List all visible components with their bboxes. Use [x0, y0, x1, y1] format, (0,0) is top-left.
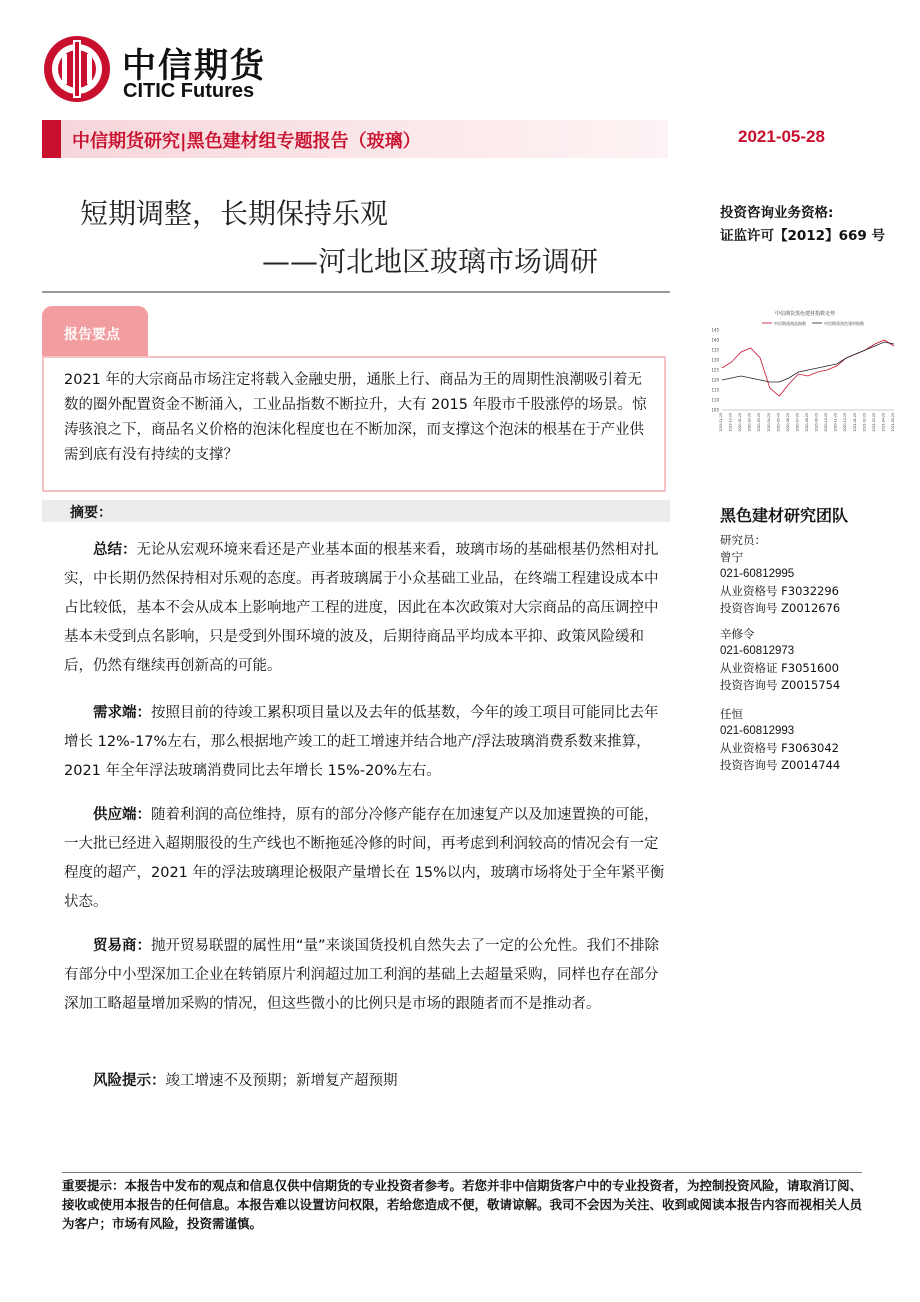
x-tick-label: 2021-05-20	[891, 413, 895, 432]
qualification-label: 投资咨询业务资格:	[720, 205, 834, 221]
qualification-license: 证监许可【2012】669 号	[720, 228, 885, 244]
logo-chinese-name: 中信期货	[122, 46, 266, 86]
y-tick-label: 135	[711, 347, 719, 353]
x-tick-label: 2020-05-20	[776, 413, 781, 432]
report-banner	[42, 120, 668, 158]
x-tick-label: 2020-06-20	[785, 413, 790, 432]
demand-head: 需求端：	[93, 705, 151, 721]
x-tick-label: 2020-03-20	[757, 413, 762, 432]
summary-head: 总结：	[93, 542, 137, 558]
x-tick-label: 2021-01-20	[852, 413, 857, 432]
researcher-advisor: 投资咨询号 Z0014744	[720, 758, 841, 772]
summary-paragraph	[64, 536, 668, 681]
chart-lines	[722, 340, 894, 396]
y-tick-label: 140	[711, 337, 719, 343]
x-tick-label: 2021-03-20	[871, 413, 876, 432]
footer-divider	[62, 1172, 862, 1173]
title-divider	[42, 291, 670, 293]
banner-title: 中信期货研究|黑色建材组专题报告（玻璃）	[72, 131, 421, 152]
disclaimer: 重要提示：本报告中发布的观点和信息仅供中信期货的专业投资者参考。若您并非中信期货客户中的专业投资者，为控制投资风险，请取消订阅、接收或使用本报告的任何信息。本报告难以设置访问权限，若给您造成不便，敬请谅解。我司不会因为关注、收到或阅读本报告内容而视相关人员为客户；市场有风险，投资需谨慎。	[62, 1178, 863, 1231]
trader-head: 贸易商：	[93, 938, 151, 954]
researcher-name: 任恒	[720, 707, 743, 721]
summary-body: 无论从宏观环境来看还是产业基本面的根基来看，玻璃市场的基础根基仍然相对扎实，中长期仍然保持相对乐观的态度。再者玻璃属于小众基础工业品，在终端工程建设成本中占比较低，基本不会从成本上影响地产工程的进度，因此在本次政策对大宗商品的高压调控中基本未受到点名影响，只是受到外围环境的波及，后期待商品平均成本平抑、政策风险缓和后，仍然有继续再创新高的可能。	[64, 542, 659, 674]
x-tick-label: 2020-02-20	[747, 413, 752, 432]
x-tick-label: 2020-01-20	[738, 413, 743, 432]
researcher-name: 曾宁	[720, 550, 743, 564]
supply-paragraph	[64, 801, 668, 917]
y-tick-label: 120	[711, 377, 719, 383]
logo-english-name: CITIC Futures	[123, 80, 255, 102]
x-tick-label: 2020-10-20	[824, 413, 829, 432]
researcher-name: 辛修令	[720, 627, 755, 641]
y-tick-label: 110	[711, 397, 719, 403]
x-tick-label: 2019-11-20	[719, 413, 723, 432]
trader-body: 抛开贸易联盟的属性用“量”来谈国货投机自然失去了一定的公允性。我们不排除有部分中小型深加工企业在转销原片利润超过加工利润的基础上去超量采购，同样也存在部分深加工略超量增加采购的情况，但这些微小的比例只是市场的跟随者而不是推动者。	[64, 938, 660, 1012]
researcher-cert: 从业资格号 F3032296	[720, 584, 839, 598]
keypoints-label: 报告要点	[64, 327, 120, 343]
researcher-block-2	[720, 626, 840, 694]
report-date: 2021-05-28	[738, 127, 825, 146]
researcher-label: 研究员：	[720, 533, 766, 547]
researcher-cert: 从业资格号 F3063042	[720, 741, 839, 755]
x-tick-label: 2019-12-20	[728, 413, 733, 432]
citic-logo-mark	[42, 34, 112, 104]
keypoints-text: 2021 年的大宗商品市场注定将载入金融史册，通胀上行、商品为王的周期性浪潮吸引着无数的圈外配置资金不断涌入，工业品指数不断拉升，大有 2015 年股市千股涨停的场景。惊涛骇浪之下，商品名义价格的泡沫化程度也在不断加深，而支撑这个泡沫的根基在于产业供需到底有没有持续的支撑？	[64, 372, 647, 463]
researcher-phone: 021-60812993	[720, 725, 795, 737]
researcher-block-1	[720, 532, 840, 617]
x-tick-label: 2020-04-20	[766, 413, 771, 432]
x-tick-label: 2020-11-20	[833, 413, 838, 432]
researcher-advisor: 投资咨询号 Z0015754	[720, 678, 841, 692]
y-tick-label: 105	[711, 407, 719, 413]
x-tick-label: 2021-04-20	[881, 413, 886, 432]
x-tick-label: 2020-09-20	[814, 413, 819, 432]
y-tick-label: 145	[711, 327, 719, 333]
chart-axes	[711, 328, 895, 432]
y-tick-label: 130	[711, 357, 719, 363]
team-title: 黑色建材研究团队	[720, 506, 849, 525]
supply-head: 供应端：	[93, 807, 151, 823]
y-tick-label: 115	[711, 387, 719, 393]
report-title: 短期调整，长期保持乐观	[80, 197, 389, 230]
report-subtitle: ——河北地区玻璃市场调研	[262, 245, 599, 278]
risk-head: 风险提示：	[93, 1073, 166, 1089]
keypoints-box	[42, 356, 666, 492]
keypoints-tab	[42, 306, 148, 358]
legend-label-1: 中信期货商品指数	[774, 321, 806, 326]
index-chart	[700, 306, 900, 446]
abstract-label: 摘要：	[70, 505, 112, 521]
researcher-cert: 从业资格证 F3051600	[720, 661, 839, 675]
x-tick-label: 2020-07-20	[795, 413, 800, 432]
researcher-phone: 021-60812995	[720, 568, 795, 580]
company-logo	[42, 34, 292, 104]
researcher-block-3	[720, 706, 840, 774]
x-tick-label: 2020-12-20	[843, 413, 848, 432]
trader-paragraph	[64, 932, 668, 1019]
y-tick-label: 125	[711, 367, 719, 373]
supply-body: 随着利润的高位维持，原有的部分冷修产能存在加速复产以及加速置换的可能，一大批已经进入超期服役的生产线也不断拖延冷修的时间，再考虑到利润较高的情况会有一定程度的超产，2021 年的浮法玻璃理论极限产量增长在 15%以内，玻璃市场将处于全年紧平衡状态。	[64, 807, 665, 910]
demand-paragraph	[64, 699, 668, 786]
researcher-phone: 021-60812973	[720, 645, 795, 657]
x-tick-label: 2020-08-20	[805, 413, 809, 432]
risk-body: 竣工增速不及预期；新增复产超预期	[165, 1073, 398, 1089]
abstract-header	[42, 500, 670, 522]
researcher-advisor: 投资咨询号 Z0012676	[720, 601, 841, 615]
risk-paragraph	[64, 1067, 668, 1096]
x-tick-label: 2021-02-20	[862, 413, 867, 432]
demand-body: 按照目前的待竣工累积项目量以及去年的低基数，今年的竣工项目可能同比去年增长 12%-17%左右，那么根据地产竣工的赶工增速并结合地产/浮法玻璃消费系数来推算，2021 年全年浮法玻璃消费同比去年增长 15%-20%左右。	[64, 705, 659, 779]
chart-title: 中信期货黑色建材指数走势	[774, 311, 836, 317]
legend-label-2: 中信期货黑色建材指数	[824, 321, 864, 326]
